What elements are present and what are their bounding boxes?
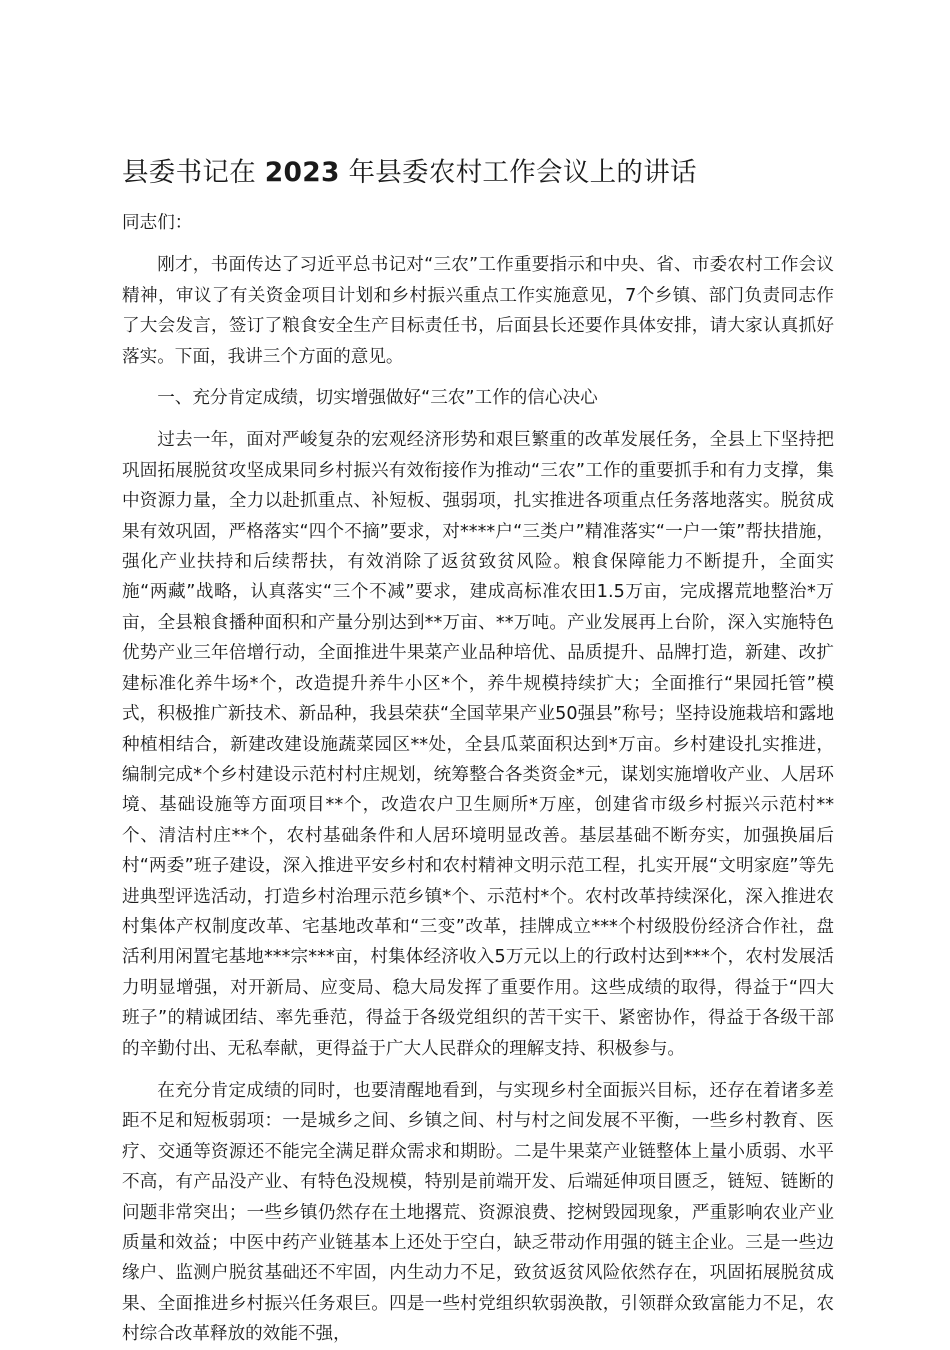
title-year: 2023 (264, 157, 340, 188)
section-heading-1: 一、充分肯定成绩，切实增强做好“三农”工作的信心决心 (157, 388, 598, 409)
document-body (122, 208, 834, 1350)
paragraph-achievements: 过去一年，面对严峻复杂的宏观经济形势和艰巨繁重的改革发展任务，全县上下坚持把巩固拓展脱贫攻坚成果同乡村振兴有效衔接作为推动“三农”工作的重要抓手和有力支撑，集中资源力量，全力以赴抓重点、补短板、强弱项，扎实推进各项重点任务落地落实。脱贫成果有效巩固，严格落实“四个不摘”要求，对****户“三类户”精准落实“一户一策”帮扶措施，强化产业扶持和后续帮扶，有效消除了返贫致贫风险。粮食保障能力不断提升，全面实施“两藏”战略，认真落实“三个不减”要求，建成高标准农田1.5万亩，完成撂荒地整治*万亩，全县粮食播种面积和产量分别达到**万亩、**万吨。产业发展再上台阶，深入实施特色优势产业三年倍增行动，全面推进牛果菜产业品种培优、品质提升、品牌打造，新建、改扩建标准化养牛场*个，改造提升养牛小区*个，养牛规模持续扩大；全面推行“果园托管”模式，积极推广新技术、新品种，我县荣获“全国苹果产业50强县”称号；坚持设施栽培和露地种植相结合，新建改建设施蔬菜园区**处，全县瓜菜面积达到*万亩。乡村建设扎实推进，编制完成*个乡村建设示范村村庄规划，统筹整合各类资金*元，谋划实施增收产业、人居环境、基础设施等方面项目**个，改造农户卫生厕所*万座，创建省市级乡村振兴示范村**个、清洁村庄**个，农村基础条件和人居环境明显改善。基层基础不断夯实，加强换届后村“两委”班子建设，深入推进平安乡村和农村精神文明示范工程，扎实开展“文明家庭”等先进典型评选活动，打造乡村治理示范乡镇*个、示范村*个。农村改革持续深化，深入推进农村集体产权制度改革、宅基地改革和“三变”改革，挂牌成立***个村级股份经济合作社，盘活利用闲置宅基地***宗***亩，村集体经济收入5万元以上的行政村达到***个，农村发展活力明显增强，对开新局、应变局、稳大局发挥了重要作用。这些成绩的取得，得益于“四大班子”的精诚团结、率先垂范，得益于各级党组织的苦干实干、紧密协作，得益于各级干部的辛勤付出、无私奉献，更得益于广大人民群众的理解支持、积极参与。 (122, 430, 834, 1059)
title-prefix: 县委书记在 (122, 157, 256, 188)
title-suffix: 年县委农村工作会议上的讲话 (348, 157, 697, 188)
salutation: 同志们： (122, 213, 193, 233)
document-title (122, 153, 842, 193)
paragraph-intro: 刚才，书面传达了习近平总书记对“三农”工作重要指示和中央、省、市委农村工作会议精神，审议了有关资金项目计划和乡村振兴重点工作实施意见，7个乡镇、部门负责同志作了大会发言，签订了粮食安全生产目标责任书，后面县长还要作具体安排，请大家认真抓好落实。下面，我讲三个方面的意见。 (122, 255, 834, 367)
paragraph-shortcomings: 在充分肯定成绩的同时，也要清醒地看到，与实现乡村全面振兴目标，还存在着诸多差距不足和短板弱项：一是城乡之间、乡镇之间、村与村之间发展不平衡，一些乡村教育、医疗、交通等资源还不能完全满足群众需求和期盼。二是牛果菜产业链整体上量小质弱、水平不高，有产品没产业、有特色没规模，特别是前端开发、后端延伸项目匮乏，链短、链断的问题非常突出；一些乡镇仍然存在土地撂荒、资源浪费、挖树毁园现象，严重影响农业产业质量和效益；中医中药产业链基本上还处于空白，缺乏带动作用强的链主企业。三是一些边缘户、监测户脱贫基础还不牢固，内生动力不足，致贫返贫风险依然存在，巩固拓展脱贫成果、全面推进乡村振兴任务艰巨。四是一些村党组织软弱涣散，引领群众致富能力不足，农村综合改革释放的效能不强， (122, 1080, 834, 1345)
